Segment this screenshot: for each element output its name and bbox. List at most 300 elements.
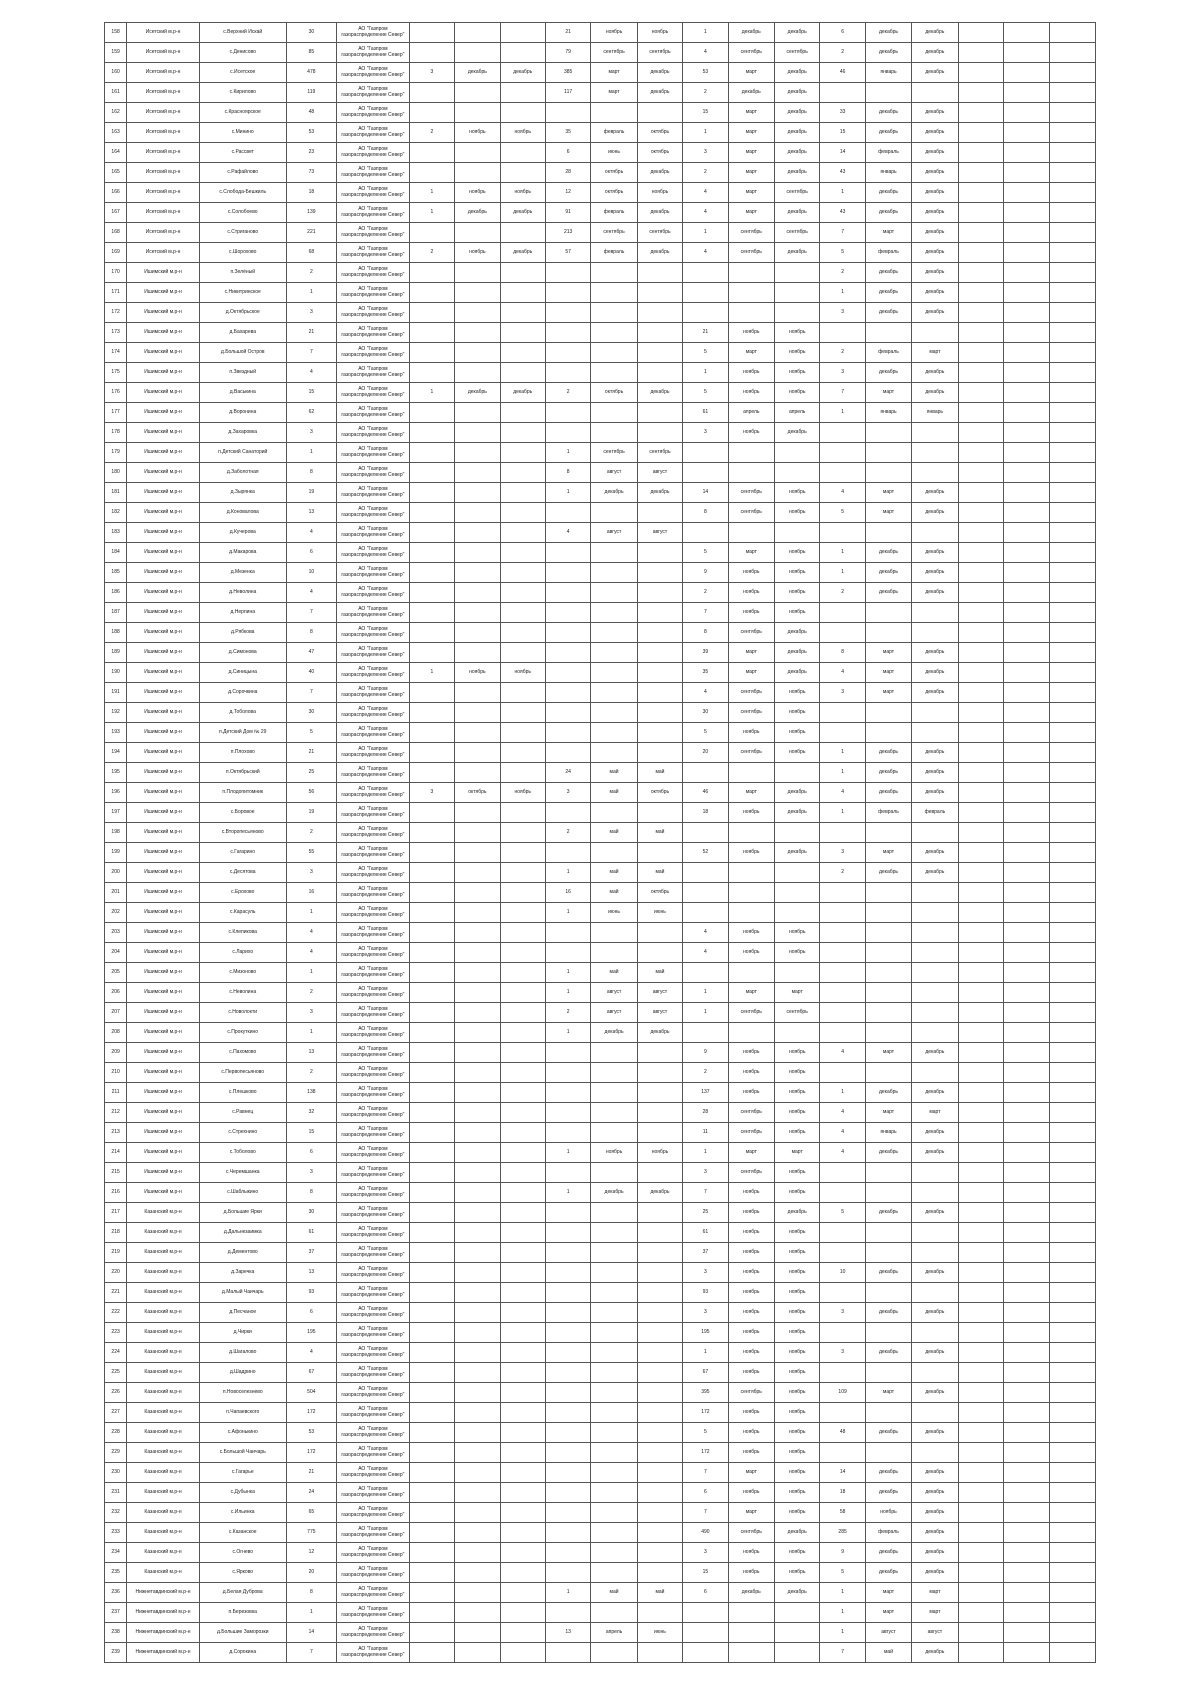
table-cell — [455, 583, 500, 603]
table-cell: АО "Газпром газораспределение Север" — [337, 1063, 410, 1083]
table-cell — [683, 903, 728, 923]
table-cell: 2 — [820, 343, 865, 363]
table-row — [105, 1343, 1096, 1363]
table-cell: АО "Газпром газораспределение Север" — [337, 1303, 410, 1323]
table-cell: декабрь — [774, 803, 819, 823]
table-cell — [912, 423, 958, 443]
table-cell — [637, 1383, 682, 1403]
table-cell — [637, 1203, 682, 1223]
table-cell: декабрь — [912, 563, 958, 583]
table-cell — [958, 663, 1003, 683]
table-row — [105, 283, 1096, 303]
table-cell: май — [637, 763, 682, 783]
table-cell: с.Афонькино — [199, 1423, 286, 1443]
table-cell — [820, 1443, 865, 1463]
table-cell: 3 — [683, 143, 728, 163]
table-cell — [545, 1523, 590, 1543]
table-cell — [865, 1283, 911, 1303]
table-cell: ноябрь — [728, 923, 774, 943]
table-cell: март — [912, 1583, 958, 1603]
table-cell: 1 — [820, 1623, 865, 1643]
table-cell — [820, 1223, 865, 1243]
table-cell — [455, 303, 500, 323]
table-cell: с.Карасуль — [199, 903, 286, 923]
table-cell — [545, 1043, 590, 1063]
table-cell: 5 — [683, 1423, 728, 1443]
table-row — [105, 543, 1096, 563]
table-cell: март — [912, 343, 958, 363]
table-cell: с.Никитринское — [199, 283, 286, 303]
table-cell — [409, 1183, 454, 1203]
table-cell — [1050, 623, 1096, 643]
table-cell — [1004, 623, 1050, 643]
table-cell: 221 — [286, 223, 336, 243]
table-cell — [865, 623, 911, 643]
table-cell — [1004, 1183, 1050, 1203]
table-cell: декабрь — [912, 103, 958, 123]
table-cell — [1050, 243, 1096, 263]
table-cell — [1004, 483, 1050, 503]
table-cell: АО "Газпром газораспределение Север" — [337, 1403, 410, 1423]
table-cell — [455, 623, 500, 643]
table-cell: декабрь — [912, 163, 958, 183]
table-cell: 8 — [286, 623, 336, 643]
table-cell — [1004, 743, 1050, 763]
table-cell: 183 — [105, 523, 127, 543]
table-cell: 11 — [683, 1123, 728, 1143]
table-cell — [728, 863, 774, 883]
table-cell — [820, 523, 865, 543]
table-cell — [820, 823, 865, 843]
table-cell: ноябрь — [774, 1383, 819, 1403]
table-cell — [1004, 803, 1050, 823]
table-cell: декабрь — [455, 203, 500, 223]
table-cell — [774, 903, 819, 923]
table-cell: 175 — [105, 363, 127, 383]
table-cell — [1050, 1483, 1096, 1503]
table-cell: февраль — [591, 203, 637, 223]
table-cell: ноябрь — [774, 1363, 819, 1383]
table-cell: 7 — [683, 1463, 728, 1483]
table-cell — [637, 403, 682, 423]
table-cell: Ишимский м.р-н — [127, 283, 200, 303]
table-cell — [774, 443, 819, 463]
table-cell — [958, 843, 1003, 863]
table-cell: 163 — [105, 123, 127, 143]
table-cell: Ишимский м.р-н — [127, 843, 200, 863]
table-cell — [1004, 983, 1050, 1003]
table-cell: 1 — [683, 1003, 728, 1023]
table-cell: февраль — [865, 343, 911, 363]
table-cell — [591, 1603, 637, 1623]
table-cell — [500, 1143, 545, 1163]
table-cell — [637, 543, 682, 563]
table-cell — [958, 283, 1003, 303]
table-cell — [455, 1203, 500, 1223]
table-cell — [455, 1223, 500, 1243]
table-cell — [1050, 1323, 1096, 1343]
table-cell: 219 — [105, 1243, 127, 1263]
table-cell: АО "Газпром газораспределение Север" — [337, 43, 410, 63]
table-cell — [958, 1563, 1003, 1583]
table-cell: март — [728, 103, 774, 123]
table-cell: май — [591, 963, 637, 983]
table-cell — [1050, 343, 1096, 363]
table-cell: 162 — [105, 103, 127, 123]
table-cell — [545, 1103, 590, 1123]
table-cell — [958, 783, 1003, 803]
table-cell: 39 — [683, 643, 728, 663]
table-cell — [545, 1443, 590, 1463]
table-cell: декабрь — [774, 843, 819, 863]
table-cell: октябрь — [637, 143, 682, 163]
table-cell: д.Песчаное — [199, 1303, 286, 1323]
table-cell: декабрь — [912, 1043, 958, 1063]
table-row — [105, 783, 1096, 803]
table-cell: август — [865, 1623, 911, 1643]
table-cell — [865, 1323, 911, 1343]
table-cell: 171 — [105, 283, 127, 303]
table-cell: 6 — [286, 1143, 336, 1163]
table-cell — [958, 1323, 1003, 1343]
table-cell — [545, 1123, 590, 1143]
table-cell: АО "Газпром газораспределение Север" — [337, 1103, 410, 1123]
table-cell — [591, 303, 637, 323]
table-cell — [958, 923, 1003, 943]
table-cell: ноябрь — [774, 1103, 819, 1123]
table-row — [105, 243, 1096, 263]
table-cell — [591, 723, 637, 743]
table-cell — [958, 1083, 1003, 1103]
table-cell — [1050, 1223, 1096, 1243]
table-cell — [1050, 743, 1096, 763]
table-cell — [1050, 1463, 1096, 1483]
table-cell: декабрь — [912, 643, 958, 663]
table-cell — [1004, 63, 1050, 83]
table-cell — [728, 1623, 774, 1643]
table-cell — [1050, 563, 1096, 583]
table-cell — [500, 523, 545, 543]
table-cell — [1050, 1343, 1096, 1363]
table-cell — [409, 1323, 454, 1343]
table-cell: Ишимский м.р-н — [127, 403, 200, 423]
table-cell: 37 — [286, 1243, 336, 1263]
table-cell: 5 — [683, 723, 728, 743]
table-cell: Ишимский м.р-н — [127, 883, 200, 903]
table-cell — [409, 323, 454, 343]
table-cell: 2 — [286, 1063, 336, 1083]
table-cell — [820, 903, 865, 923]
table-cell — [1050, 443, 1096, 463]
table-cell — [455, 223, 500, 243]
table-cell: март — [865, 643, 911, 663]
table-cell: август — [591, 463, 637, 483]
table-cell — [1004, 43, 1050, 63]
table-cell — [500, 1523, 545, 1543]
table-cell: АО "Газпром газораспределение Север" — [337, 1443, 410, 1463]
table-cell — [958, 463, 1003, 483]
table-cell — [637, 1263, 682, 1283]
table-cell — [637, 1483, 682, 1503]
table-cell — [865, 923, 911, 943]
table-cell: АО "Газпром газораспределение Север" — [337, 423, 410, 443]
table-cell — [1050, 763, 1096, 783]
table-cell — [1004, 963, 1050, 983]
table-cell: 1 — [545, 443, 590, 463]
table-cell — [1050, 1283, 1096, 1303]
table-cell — [1004, 1363, 1050, 1383]
table-cell — [591, 1523, 637, 1543]
table-cell: 5 — [286, 723, 336, 743]
table-cell — [637, 1223, 682, 1243]
table-cell — [728, 763, 774, 783]
table-cell — [1004, 763, 1050, 783]
table-cell: 14 — [820, 1463, 865, 1483]
table-cell: АО "Газпром газораспределение Север" — [337, 1563, 410, 1583]
table-cell — [865, 943, 911, 963]
table-cell: 61 — [683, 403, 728, 423]
table-cell: 9 — [683, 1043, 728, 1063]
table-cell: АО "Газпром газораспределение Север" — [337, 683, 410, 703]
table-cell — [409, 543, 454, 563]
table-cell — [820, 723, 865, 743]
table-cell: ноябрь — [728, 1443, 774, 1463]
table-cell: АО "Газпром газораспределение Север" — [337, 243, 410, 263]
table-cell — [1004, 323, 1050, 343]
table-cell: декабрь — [912, 1523, 958, 1543]
table-cell — [912, 943, 958, 963]
table-cell — [820, 883, 865, 903]
table-cell: 158 — [105, 23, 127, 43]
table-cell: декабрь — [912, 63, 958, 83]
table-cell: декабрь — [774, 643, 819, 663]
table-cell: ноябрь — [774, 1443, 819, 1463]
table-cell — [500, 1203, 545, 1223]
table-cell — [591, 1303, 637, 1323]
table-cell: 2 — [286, 823, 336, 843]
table-cell — [958, 1223, 1003, 1243]
table-cell: 4 — [820, 663, 865, 683]
table-cell: 43 — [820, 163, 865, 183]
table-row — [105, 863, 1096, 883]
table-cell: АО "Газпром газораспределение Север" — [337, 1623, 410, 1643]
table-cell — [1004, 1083, 1050, 1103]
table-cell — [409, 23, 454, 43]
table-cell — [958, 483, 1003, 503]
table-cell: ноябрь — [728, 383, 774, 403]
table-cell — [500, 543, 545, 563]
table-cell — [958, 1003, 1003, 1023]
table-cell — [912, 903, 958, 923]
table-cell: Исетский м.р-н — [127, 103, 200, 123]
table-cell — [1050, 1143, 1096, 1163]
table-cell: АО "Газпром газораспределение Север" — [337, 403, 410, 423]
table-cell — [912, 1323, 958, 1343]
table-cell — [1004, 863, 1050, 883]
table-cell: ноябрь — [774, 1403, 819, 1423]
table-cell: декабрь — [912, 1083, 958, 1103]
table-cell — [637, 1523, 682, 1543]
table-cell: 13 — [286, 503, 336, 523]
table-cell — [1004, 1563, 1050, 1583]
table-cell: д.Большой Остров — [199, 343, 286, 363]
table-cell: 35 — [683, 663, 728, 683]
table-cell: 395 — [683, 1383, 728, 1403]
table-cell: 1 — [820, 183, 865, 203]
table-cell — [500, 843, 545, 863]
table-cell — [958, 243, 1003, 263]
table-cell — [409, 923, 454, 943]
table-cell — [545, 1343, 590, 1363]
table-cell: декабрь — [865, 783, 911, 803]
table-cell — [1004, 403, 1050, 423]
table-row — [105, 1063, 1096, 1083]
table-cell — [1050, 1383, 1096, 1403]
table-cell: 1 — [286, 1603, 336, 1623]
table-cell: Исетский м.р-н — [127, 183, 200, 203]
table-cell: март — [865, 1603, 911, 1623]
table-cell — [591, 1483, 637, 1503]
table-cell — [637, 723, 682, 743]
table-cell: ноябрь — [774, 503, 819, 523]
table-cell — [1050, 1043, 1096, 1063]
table-cell: 4 — [683, 243, 728, 263]
table-cell: 190 — [105, 663, 127, 683]
table-cell — [1004, 83, 1050, 103]
table-cell — [637, 643, 682, 663]
table-cell — [1050, 1443, 1096, 1463]
table-cell: 239 — [105, 1643, 127, 1663]
table-cell — [912, 963, 958, 983]
table-cell — [958, 83, 1003, 103]
table-cell — [958, 623, 1003, 643]
table-cell — [637, 563, 682, 583]
table-cell: ноябрь — [774, 383, 819, 403]
table-cell: Ишимский м.р-н — [127, 363, 200, 383]
table-cell: АО "Газпром газораспределение Север" — [337, 383, 410, 403]
table-cell: 48 — [286, 103, 336, 123]
table-cell: Ишимский м.р-н — [127, 683, 200, 703]
table-cell: Исетский м.р-н — [127, 223, 200, 243]
table-cell — [1050, 163, 1096, 183]
table-cell — [591, 643, 637, 663]
table-cell — [455, 1343, 500, 1363]
table-cell: 40 — [286, 663, 336, 683]
table-cell — [912, 1063, 958, 1083]
table-cell: март — [728, 783, 774, 803]
table-cell — [500, 1023, 545, 1043]
table-cell: 13 — [286, 1043, 336, 1063]
table-cell — [409, 843, 454, 863]
table-cell: 4 — [286, 363, 336, 383]
table-cell: март — [912, 1603, 958, 1623]
table-row — [105, 563, 1096, 583]
table-cell: февраль — [591, 243, 637, 263]
table-cell — [409, 1023, 454, 1043]
table-cell — [409, 883, 454, 903]
table-cell: п.Чапаевского — [199, 1403, 286, 1423]
table-cell — [409, 443, 454, 463]
table-cell: ноябрь — [728, 563, 774, 583]
table-row — [105, 1323, 1096, 1343]
table-cell — [591, 1163, 637, 1183]
table-cell — [912, 1223, 958, 1243]
table-cell — [1050, 1563, 1096, 1583]
table-cell — [1004, 103, 1050, 123]
table-cell — [500, 623, 545, 643]
table-cell: АО "Газпром газораспределение Север" — [337, 983, 410, 1003]
table-cell — [958, 903, 1003, 923]
table-cell: 21 — [286, 323, 336, 343]
table-cell: 2 — [409, 123, 454, 143]
table-cell: с.Второпесьяново — [199, 823, 286, 843]
table-cell: февраль — [591, 123, 637, 143]
table-cell — [455, 1263, 500, 1283]
table-cell: декабрь — [865, 43, 911, 63]
table-cell — [820, 463, 865, 483]
table-cell — [637, 363, 682, 383]
table-cell — [637, 803, 682, 823]
table-cell — [865, 963, 911, 983]
table-cell — [591, 1063, 637, 1083]
table-cell: декабрь — [865, 363, 911, 383]
table-row — [105, 1203, 1096, 1223]
table-cell: декабрь — [912, 1203, 958, 1223]
table-cell: 189 — [105, 643, 127, 663]
table-cell — [500, 1483, 545, 1503]
table-cell — [912, 983, 958, 1003]
table-cell — [865, 1023, 911, 1043]
table-cell: декабрь — [912, 1543, 958, 1563]
table-cell: декабрь — [865, 863, 911, 883]
table-cell — [912, 883, 958, 903]
table-cell — [409, 1223, 454, 1243]
table-row — [105, 1363, 1096, 1383]
table-cell: 15 — [820, 123, 865, 143]
table-row — [105, 43, 1096, 63]
table-cell: 4 — [820, 1123, 865, 1143]
table-cell: 18 — [286, 183, 336, 203]
table-cell: 169 — [105, 243, 127, 263]
table-cell: сентябрь — [774, 1003, 819, 1023]
table-cell — [820, 1363, 865, 1383]
table-cell — [455, 363, 500, 383]
table-cell — [1050, 323, 1096, 343]
table-cell: 166 — [105, 183, 127, 203]
table-cell — [728, 1603, 774, 1623]
table-cell: ноябрь — [728, 583, 774, 603]
table-cell — [912, 463, 958, 483]
table-cell: декабрь — [774, 163, 819, 183]
table-cell: ноябрь — [774, 1423, 819, 1443]
table-row — [105, 203, 1096, 223]
table-cell: АО "Газпром газораспределение Север" — [337, 103, 410, 123]
table-row — [105, 1383, 1096, 1403]
table-cell — [1004, 1323, 1050, 1343]
table-cell: 1 — [683, 363, 728, 383]
table-cell: д.Шадрино — [199, 1363, 286, 1383]
table-cell: 1 — [683, 1343, 728, 1363]
table-cell: 24 — [286, 1483, 336, 1503]
table-cell: ноябрь — [728, 603, 774, 623]
table-cell: 215 — [105, 1163, 127, 1183]
table-cell: с.Казанское — [199, 1523, 286, 1543]
table-cell — [455, 1583, 500, 1603]
table-cell — [820, 1003, 865, 1023]
table-cell — [500, 1603, 545, 1623]
table-cell: Нижнетавдинский м.р-н — [127, 1623, 200, 1643]
table-cell — [865, 1183, 911, 1203]
